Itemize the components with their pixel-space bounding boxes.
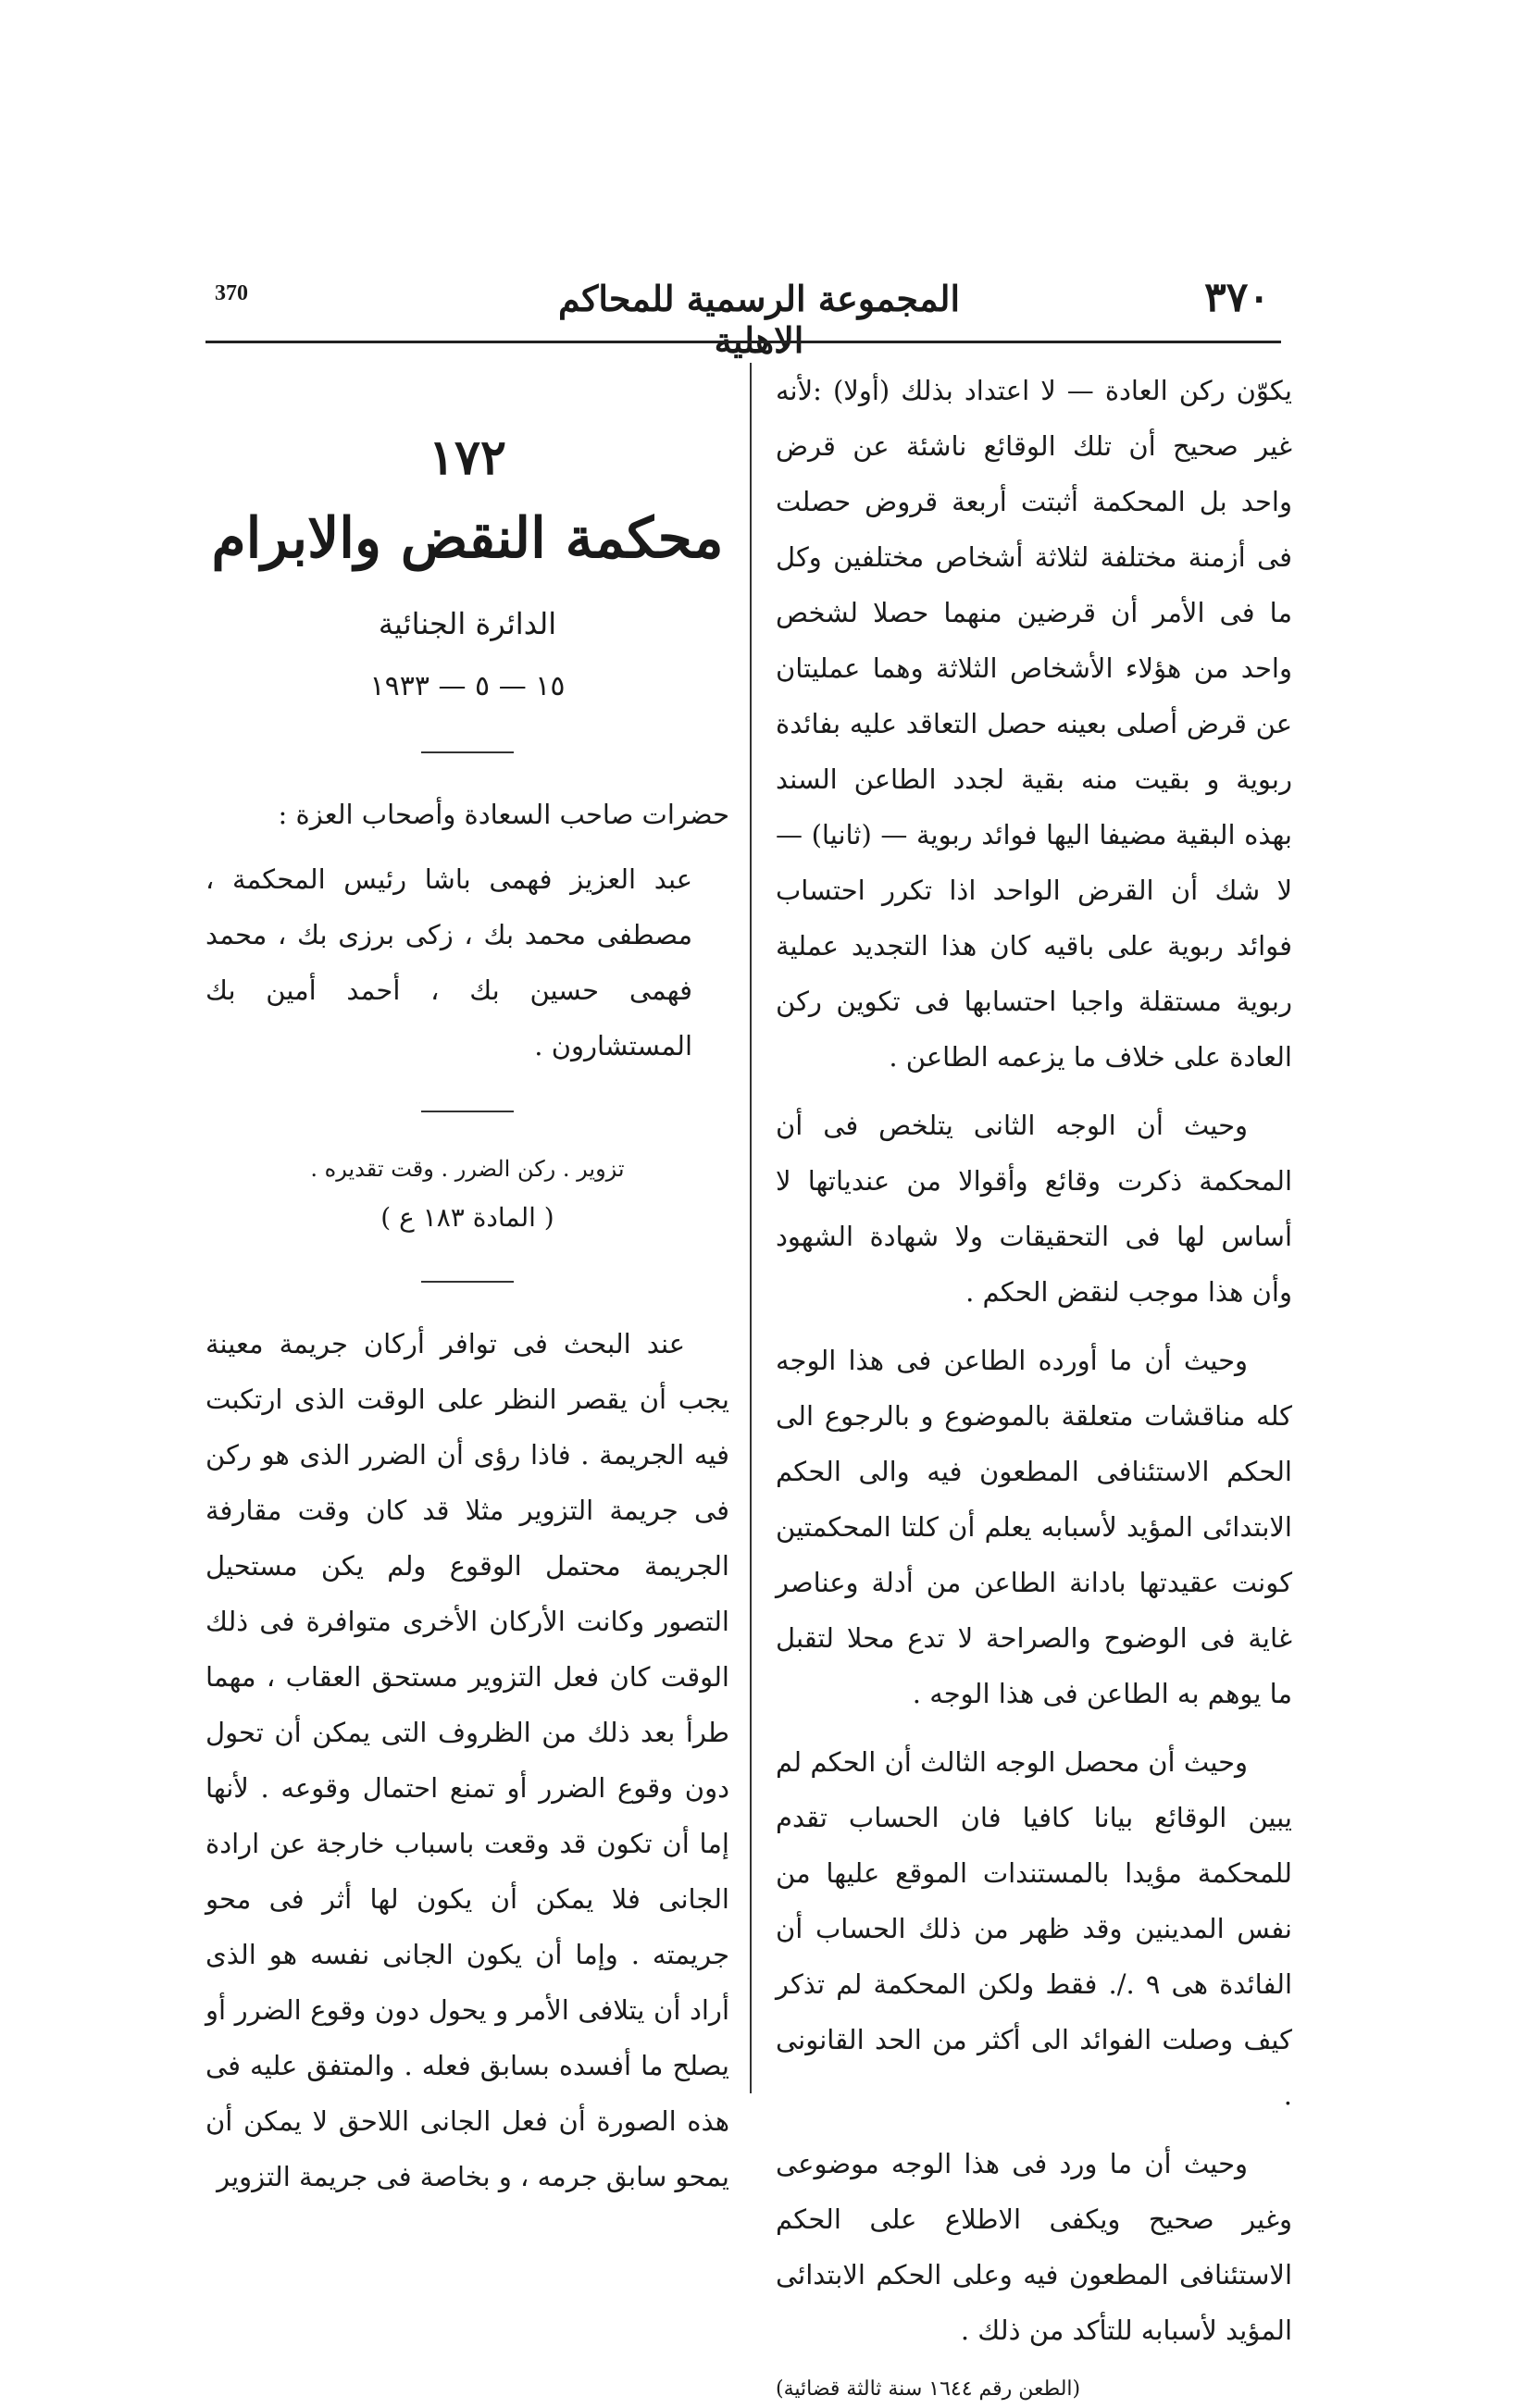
article-reference: ( المادة ١٨٣ ع ) (380, 1202, 554, 1233)
judgment-date: ١٥ — ٥ — ١٩٣٣ (369, 670, 566, 702)
presence-intro: حضرات صاحب السعادة وأصحاب العزة : (278, 799, 729, 830)
legal-principle (205, 1316, 729, 2204)
paragraph: وحيث أن الوجه الثانى يتلخص فى أن المحكمة ذكرت وقائع وأقوالا من عندياتها لا أساس لها فى التحقيقات ولا شهادة الشهود وأن هذا موجب لنقض الحكم . (776, 1110, 1292, 1308)
case-number: ١٧٢ (429, 429, 506, 486)
section-rule (421, 751, 514, 753)
left-column (205, 370, 729, 2217)
right-column (776, 363, 1292, 2408)
principle-text: عند البحث فى توافر أركان جريمة معينة يجب أن يقصر النظر على الوقت الذى ارتكبت فيه الجريمة . فاذا رؤى أن الضرر الذى هو ركن فى جريمة التزوير مثلا قد كان وقت مقارفة الجريمة محتمل الوقوع ولم يكن مستحيل التصور وكانت الأركان الأخرى متوافرة فى ذلك الوقت كان فعل التزوير مستحق العقاب ، مهما طرأ بعد ذلك من الظروف التى يمكن أن تحول دون وقوع الضرر أو تمنع احتمال وقوعه . لأنها إما أن تكون قد وقعت باسباب خارجة عن ارادة الجانى فلا يمكن أن يكون لها أثر فى محو جريمته . وإما أن يكون الجانى نفسه هو الذى أراد أن يتلافى الأمر و يحول دون وقوع الضرر أو يصلح ما أفسده بسابق فعله . والمتفق عليه فى هذه الصورة أن فعل الجانى اللاحق لا يمكن أن يمحو سابق جرمه ، و بخاصة فى جريمة التزوير (205, 1328, 729, 2192)
case-keywords: تزوير . ركن الضرر . وقت تقديره . (310, 1156, 625, 1182)
judges-list: عبد العزيز فهمى باشا رئيس المحكمة ، مصطفى محمد بك ، زكى برزى بك ، محمد فهمى حسين بك ، أحمد أمين بك المستشارون . (205, 863, 692, 1061)
page-number-arabic: ٣٧٠ (1204, 274, 1270, 321)
section-rule (421, 1281, 514, 1283)
court-name: محكمة النقض والابرام (211, 506, 724, 571)
paragraph: وحيث أن محصل الوجه الثالث أن الحكم لم يبين الوقائع بيانا كافيا فان الحساب تقدم للمحكمة مؤيدا بالمستندات الموقع عليها من نفس المدينين وقد ظهر من ذلك الحساب أن الفائدة هى ٩ ./. فقط ولكن المحكمة لم تذكر كيف وصلت الفوائد الى أكثر من الحد القانونى . (776, 1746, 1293, 2111)
circuit-name: الدائرة الجنائية (378, 606, 557, 641)
paragraph: وحيث أن ما ورد فى هذا الوجه موضوعى وغير صحيح ويكفى الاطلاع على الحكم الاستئنافى المطعون فيه وعلى الحكم الابتدائى المؤيد لأسبابه للتأكد من ذلك . (776, 2148, 1292, 2346)
section-rule (421, 1111, 514, 1112)
page-number-latin: 370 (215, 281, 248, 305)
running-title: المجموعة الرسمية للمحاكم الاهلية (557, 278, 961, 361)
paragraph: يكوّن ركن العادة — لا اعتداد بذلك (أولا) :لأنه غير صحيح أن تلك الوقائع ناشئة عن قرض واحد بل المحكمة أثبتت أربعة قروض حصلت فى أزمنة مختلفة لثلاثة أشخاص مختلفين وكل ما فى الأمر أن قرضين منهما حصلا لشخص واحد من هؤلاء الأشخاص الثلاثة وهما عمليتان عن قرض أصلى بعينه حصل التعاقد عليه بفائدة ربوية و بقيت منه بقية لجدد الطاعن السند بهذه البقية مضيفا اليها فوائد ربوية — (ثانيا) — لا شك أن القرض الواحد اذا تكرر احتساب فوائد ربوية على باقيه كان هذا التجديد عملية ربوية مستقلة واجبا احتسابها فى تكوين ركن العادة على خلاف ما يزعمه الطاعن . (776, 375, 1292, 1073)
paragraph: وحيث أن ما أورده الطاعن فى هذا الوجه كله مناقشات متعلقة بالموضوع و بالرجوع الى الحكم الاستئنافى المطعون فيه والى الحكم الابتدائى المؤيد لأسبابه يعلم أن كلتا المحكمتين كونت عقيدتها بادانة الطاعن من أدلة وعناصر غاية فى الوضوح والصراحة لا تدع محلا لتقبل ما يوهم به الطاعن فى هذا الوجه . (776, 1345, 1292, 1709)
case-citation: (الطعن رقم ١٦٤٤ سنة ثالثة قضائية) (776, 2377, 1081, 2401)
column-divider (750, 363, 752, 2093)
header-rule (205, 341, 1281, 343)
